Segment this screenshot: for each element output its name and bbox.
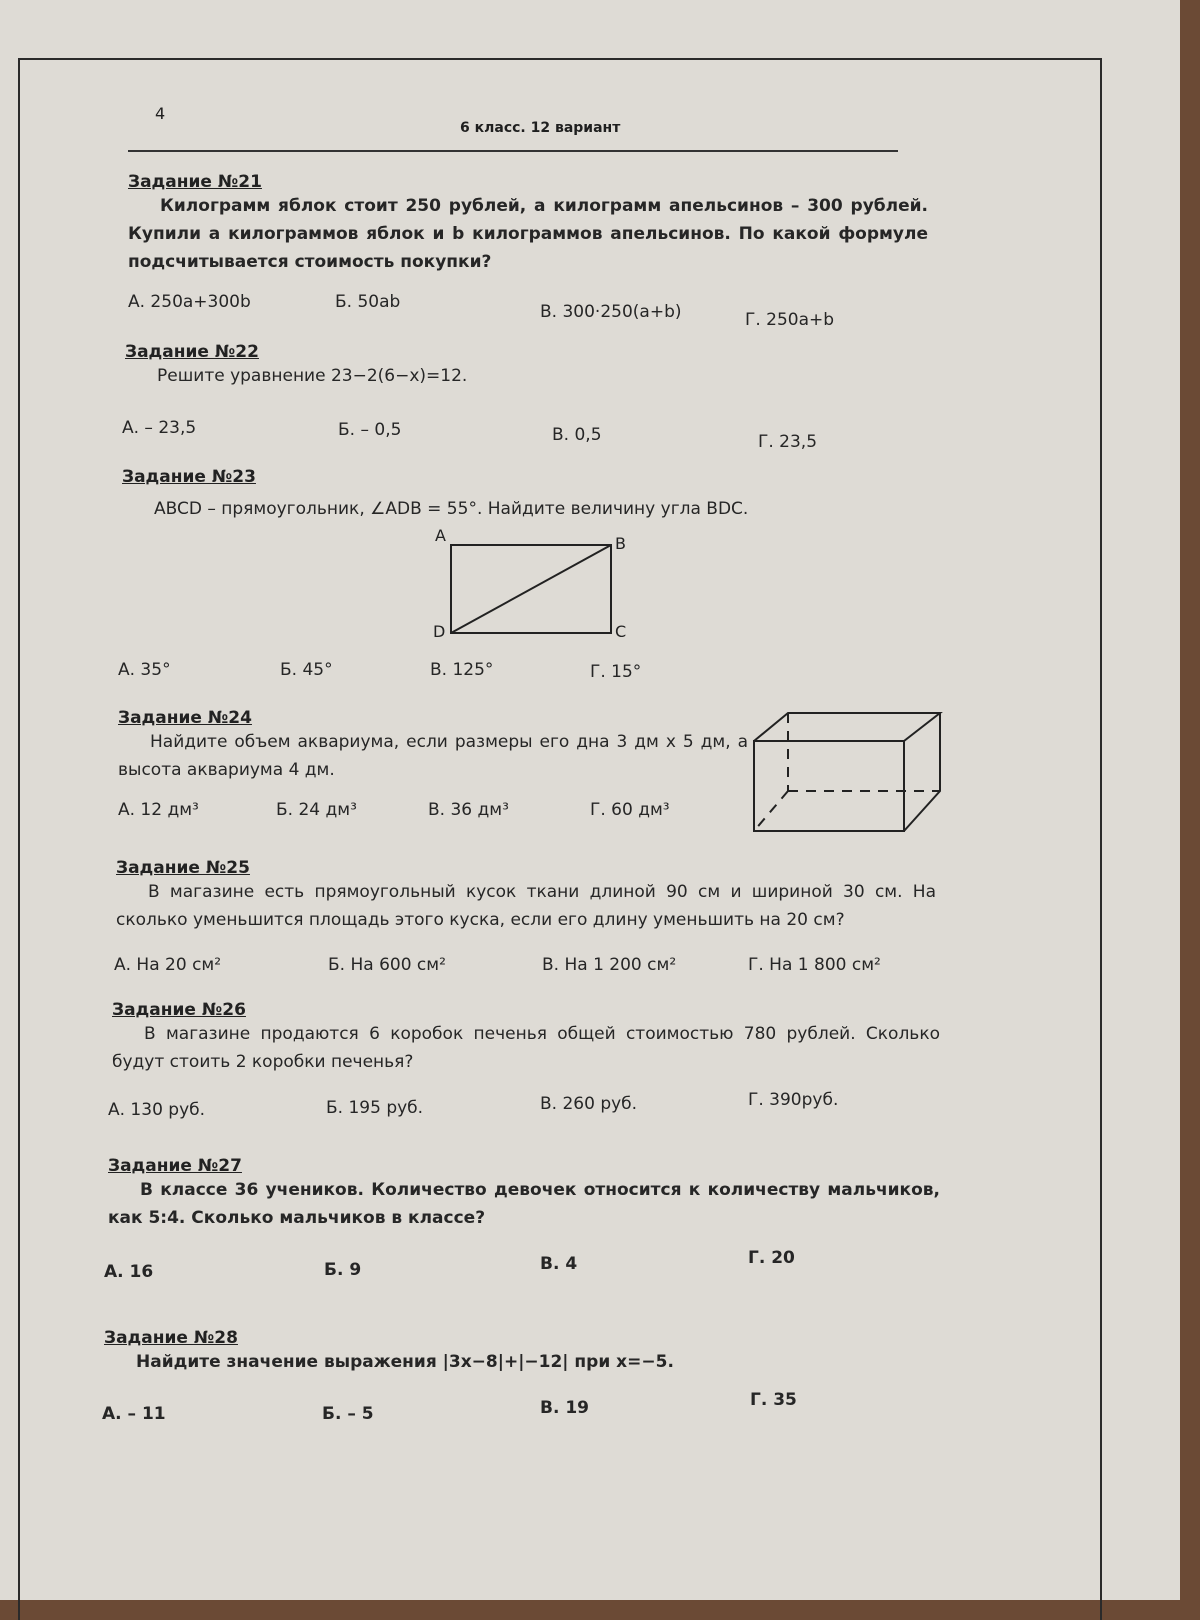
task-21 [128, 172, 928, 276]
option-a: А. 130 руб. [108, 1100, 206, 1120]
task-title: Задание №28 [104, 1328, 238, 1348]
hidden-edge-diagonal [754, 791, 788, 831]
task-25 [116, 858, 936, 934]
label-b: B [615, 534, 626, 553]
option-c: В. 4 [540, 1254, 578, 1274]
diagonal-bd [451, 545, 611, 633]
option-d: Г. 60 дм³ [590, 800, 670, 820]
option-d: Г. 35 [750, 1390, 797, 1410]
option-d: Г. 20 [748, 1248, 795, 1268]
option-d: Г. На 1 800 см² [748, 955, 881, 975]
task-text: В классе 36 учеников. Количество девочек относится к количеству мальчиков, как 5:4. Сколько мальчиков в классе? [108, 1180, 940, 1228]
option-b: Б. – 5 [322, 1404, 374, 1424]
option-b: Б. 50ab [335, 292, 401, 312]
option-b: Б. 195 руб. [326, 1098, 424, 1118]
box-front [754, 741, 904, 831]
task-27 [108, 1156, 940, 1232]
task-28 [104, 1328, 904, 1376]
label-a: A [435, 526, 446, 545]
option-d: Г. 23,5 [758, 432, 818, 452]
rectangle-abcd-figure [425, 525, 645, 650]
task-22 [125, 342, 925, 390]
option-c: В. 19 [540, 1398, 589, 1418]
option-c: В. 0,5 [552, 425, 602, 445]
task-24 [118, 708, 748, 784]
box-side [904, 713, 940, 831]
task-text: Найдите значение выражения |3x−8|+|−12| при x=−5. [136, 1352, 674, 1372]
option-d: Г. 390руб. [748, 1090, 839, 1110]
task-title: Задание №27 [108, 1156, 242, 1176]
page-header-title: 6 класс. 12 вариант [460, 120, 621, 136]
label-c: C [615, 622, 627, 641]
option-a: А. На 20 см² [114, 955, 222, 975]
option-a: А. 250a+300b [128, 292, 251, 312]
task-text: В магазине продаются 6 коробок печенья общей стоимостью 780 рублей. Сколько будут стоить 2 коробки печенья? [112, 1024, 940, 1072]
option-a: А. – 11 [102, 1404, 166, 1424]
option-d: Г. 15° [590, 662, 642, 682]
option-a: А. – 23,5 [122, 418, 197, 438]
option-c: В. 36 дм³ [428, 800, 509, 820]
option-a: А. 35° [118, 660, 171, 680]
task-text: В магазине есть прямоугольный кусок ткани длиной 90 см и шириной 30 см. На сколько уменьшится площадь этого куска, если его длину уменьшить на 20 см? [116, 882, 936, 930]
task-text: ABCD – прямоугольник, ∠ADB = 55°. Найдите величину угла BDC. [154, 499, 749, 519]
option-b: Б. 9 [324, 1260, 362, 1280]
option-c: В. На 1 200 см² [542, 955, 677, 975]
header-divider [128, 150, 898, 152]
option-c: В. 300·250(a+b) [540, 302, 682, 322]
task-text: Найдите объем аквариума, если размеры его дна 3 дм х 5 дм, а высота аквариума 4 дм. [118, 732, 748, 780]
option-c: В. 260 руб. [540, 1094, 638, 1114]
aquarium-box-figure [750, 705, 950, 840]
task-title: Задание №23 [122, 467, 256, 487]
task-title: Задание №25 [116, 858, 250, 878]
task-title: Задание №21 [128, 172, 262, 192]
option-b: Б. На 600 см² [328, 955, 446, 975]
option-b: Б. 45° [280, 660, 333, 680]
page-number: 4 [155, 104, 166, 123]
box-top [754, 713, 940, 741]
task-text: Килограмм яблок стоит 250 рублей, а килограмм апельсинов – 300 рублей. Купили a килограммов яблок и b килограммов апельсинов. По какой формуле подсчитывается стоимость покупки? [128, 196, 928, 272]
option-c: В. 125° [430, 660, 494, 680]
task-title: Задание №22 [125, 342, 259, 362]
task-title: Задание №24 [118, 708, 252, 728]
task-title: Задание №26 [112, 1000, 246, 1020]
option-b: Б. – 0,5 [338, 420, 402, 440]
task-26 [112, 1000, 940, 1076]
option-a: А. 12 дм³ [118, 800, 199, 820]
label-d: D [433, 622, 446, 641]
option-b: Б. 24 дм³ [276, 800, 357, 820]
option-a: А. 16 [104, 1262, 154, 1282]
task-text: Решите уравнение 23−2(6−x)=12. [157, 366, 468, 386]
task-23 [122, 467, 922, 523]
option-d: Г. 250a+b [745, 310, 835, 330]
